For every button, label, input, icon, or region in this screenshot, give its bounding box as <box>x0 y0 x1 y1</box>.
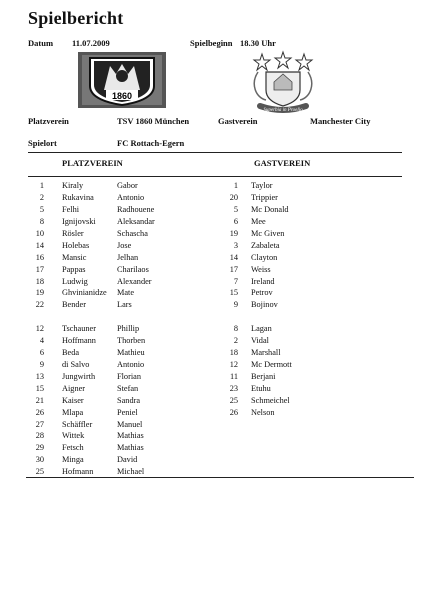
player-name: Etuhu <box>251 383 271 393</box>
player-name: Mc Given <box>251 228 285 238</box>
date-value: 11.07.2009 <box>72 38 110 48</box>
bottom-rule <box>26 477 414 478</box>
player-name: Mc Donald <box>251 204 289 214</box>
player-row <box>220 229 380 241</box>
player-name: Weiss <box>251 264 271 274</box>
player-first-name: Jose <box>117 240 132 250</box>
player-last-name: Kaiser <box>62 395 84 405</box>
player-row <box>26 384 206 396</box>
player-last-name: Mlapa <box>62 407 84 417</box>
player-number: 25 <box>35 467 44 477</box>
player-first-name: Manuel <box>117 419 143 429</box>
player-row <box>220 193 380 205</box>
player-row <box>220 336 380 348</box>
player-number: 14 <box>229 252 238 262</box>
player-row <box>220 300 380 312</box>
player-last-name: Aigner <box>62 383 86 393</box>
player-row <box>220 324 380 336</box>
player-number: 17 <box>35 264 44 274</box>
player-last-name: Beda <box>62 347 80 357</box>
player-row <box>26 277 206 289</box>
player-number: 17 <box>229 264 238 274</box>
player-number: 30 <box>35 455 44 465</box>
player-first-name: Stefan <box>117 383 139 393</box>
player-row <box>220 241 380 253</box>
player-number: 23 <box>229 383 238 393</box>
player-number: 6 <box>233 216 238 226</box>
player-first-name: Charilaos <box>117 264 149 274</box>
player-first-name: Peniel <box>117 407 138 417</box>
player-first-name: Antonio <box>117 359 145 369</box>
player-first-name: David <box>117 455 138 465</box>
player-row <box>26 431 206 443</box>
player-first-name: Florian <box>117 371 141 381</box>
document-title: Spielbericht <box>28 8 124 28</box>
kickoff-label: Spielbeginn <box>190 38 233 48</box>
player-number: 5 <box>233 204 238 214</box>
player-row <box>220 360 380 372</box>
player-number: 22 <box>35 300 44 310</box>
venue-label: Spielort <box>28 138 57 148</box>
kickoff-value: 18.30 Uhr <box>240 38 276 48</box>
player-row <box>26 408 206 420</box>
away-value: Manchester City <box>310 116 371 126</box>
player-number: 15 <box>229 288 238 298</box>
player-number: 25 <box>229 395 238 405</box>
player-row <box>26 205 206 217</box>
logo-year-text: 1860 <box>111 91 133 101</box>
player-last-name: Bender <box>62 300 86 310</box>
player-last-name: Felhi <box>62 204 80 214</box>
player-last-name: Rösler <box>62 228 84 238</box>
player-row <box>26 455 206 467</box>
player-row <box>26 336 206 348</box>
player-name: Mc Dermott <box>251 359 292 369</box>
player-first-name: Alexander <box>117 276 152 286</box>
home-label: Platzverein <box>28 116 69 126</box>
date-label: Datum <box>28 38 54 48</box>
home-substitutes-list <box>26 324 206 479</box>
player-first-name: Lars <box>117 300 132 310</box>
player-name: Taylor <box>251 181 273 190</box>
player-row <box>26 348 206 360</box>
player-name: Ireland <box>251 276 275 286</box>
player-name: Lagan <box>251 324 272 333</box>
player-row <box>220 348 380 360</box>
away-substitutes-list <box>220 324 380 420</box>
player-row <box>26 193 206 205</box>
player-number: 2 <box>233 335 238 345</box>
player-number: 10 <box>35 228 44 238</box>
player-last-name: Ghvinianidze <box>62 288 107 298</box>
player-row <box>26 372 206 384</box>
player-number: 12 <box>229 359 238 369</box>
player-first-name: Thorben <box>117 335 146 345</box>
player-last-name: Jungwirth <box>62 371 96 381</box>
player-row <box>26 396 206 408</box>
player-name: Zabaleta <box>251 240 280 250</box>
player-first-name: Michael <box>117 467 145 477</box>
logo-motto-text: Superbia in Proelio <box>263 108 303 113</box>
player-number: 8 <box>233 324 238 333</box>
home-column-heading: PLATZVEREIN <box>62 158 123 168</box>
player-number: 3 <box>233 240 238 250</box>
player-row <box>26 217 206 229</box>
player-number: 20 <box>229 192 238 202</box>
away-column-heading: GASTVEREIN <box>254 158 311 168</box>
player-name: Nelson <box>251 407 275 417</box>
player-name: Vidal <box>251 335 269 345</box>
away-starting-list <box>220 181 380 312</box>
player-number: 13 <box>35 371 44 381</box>
player-last-name: di Salvo <box>62 359 90 369</box>
tsv-1860-logo <box>78 52 166 108</box>
player-number: 18 <box>35 276 44 286</box>
player-number: 12 <box>35 324 44 333</box>
player-row <box>26 443 206 455</box>
player-row <box>26 288 206 300</box>
home-starting-list <box>26 181 206 312</box>
player-number: 1 <box>233 181 238 190</box>
player-row <box>220 384 380 396</box>
player-last-name: Minga <box>62 455 84 465</box>
player-row <box>26 241 206 253</box>
player-number: 14 <box>35 240 44 250</box>
player-row <box>26 253 206 265</box>
player-number: 7 <box>233 276 238 286</box>
player-row <box>26 300 206 312</box>
player-number: 9 <box>39 359 44 369</box>
player-last-name: Wittek <box>62 431 85 441</box>
player-first-name: Mathieu <box>117 347 145 357</box>
manchester-city-logo <box>248 50 318 116</box>
player-row <box>220 205 380 217</box>
player-row <box>220 288 380 300</box>
column-heading-bottom-rule <box>28 176 402 177</box>
player-first-name: Phillip <box>117 324 140 333</box>
player-row <box>26 181 206 193</box>
player-number: 19 <box>229 228 238 238</box>
player-first-name: Mate <box>117 288 135 298</box>
player-number: 4 <box>39 335 44 345</box>
player-name: Schmeichel <box>251 395 290 405</box>
player-last-name: Pappas <box>62 264 86 274</box>
player-first-name: Radhouene <box>117 204 155 214</box>
player-last-name: Hoffmann <box>62 335 96 345</box>
player-number: 2 <box>39 192 44 202</box>
player-name: Mee <box>251 216 266 226</box>
player-first-name: Gabor <box>117 181 138 190</box>
player-last-name: Ludwig <box>62 276 88 286</box>
player-row <box>26 420 206 432</box>
player-number: 21 <box>35 395 44 405</box>
player-row <box>220 253 380 265</box>
player-row <box>220 265 380 277</box>
player-number: 9 <box>233 300 238 310</box>
player-first-name: Jelhan <box>117 252 139 262</box>
player-row <box>26 229 206 241</box>
player-row <box>220 277 380 289</box>
player-last-name: Fetsch <box>62 443 84 453</box>
player-last-name: Ignijovski <box>62 216 96 226</box>
column-heading-top-rule <box>28 152 402 153</box>
player-number: 27 <box>35 419 44 429</box>
player-number: 1 <box>39 181 44 190</box>
player-name: Trippier <box>251 192 278 202</box>
player-number: 29 <box>35 443 44 453</box>
player-last-name: Mansic <box>62 252 87 262</box>
player-name: Petrov <box>251 288 273 298</box>
player-first-name: Aleksandar <box>117 216 155 226</box>
player-row <box>26 360 206 372</box>
player-number: 26 <box>35 407 44 417</box>
player-last-name: Kiraly <box>62 181 84 190</box>
player-first-name: Mathias <box>117 431 144 441</box>
player-row <box>220 396 380 408</box>
player-number: 6 <box>39 347 44 357</box>
player-row <box>220 408 380 420</box>
home-value: TSV 1860 München <box>117 116 190 126</box>
player-number: 5 <box>39 204 44 214</box>
player-last-name: Tschauner <box>62 324 96 333</box>
player-number: 18 <box>229 347 238 357</box>
player-first-name: Antonio <box>117 192 145 202</box>
away-label: Gastverein <box>218 116 258 126</box>
player-last-name: Schäffler <box>62 419 93 429</box>
player-first-name: Schascha <box>117 228 148 238</box>
player-number: 26 <box>229 407 238 417</box>
player-row <box>220 217 380 229</box>
player-row <box>26 265 206 277</box>
player-number: 15 <box>35 383 44 393</box>
player-number: 19 <box>35 288 44 298</box>
player-row <box>220 372 380 384</box>
player-number: 16 <box>35 252 44 262</box>
player-first-name: Mathias <box>117 443 144 453</box>
player-row <box>220 181 380 193</box>
player-name: Clayton <box>251 252 278 262</box>
venue-value: FC Rottach-Egern <box>117 138 185 148</box>
player-name: Bojinov <box>251 300 278 310</box>
player-number: 11 <box>230 371 238 381</box>
player-row <box>26 324 206 336</box>
player-name: Marshall <box>251 347 281 357</box>
player-number: 28 <box>35 431 44 441</box>
player-number: 8 <box>39 216 44 226</box>
player-first-name: Sandra <box>117 395 141 405</box>
player-name: Berjani <box>251 371 276 381</box>
player-last-name: Rukavina <box>62 192 94 202</box>
player-last-name: Hofmann <box>62 467 94 477</box>
player-last-name: Holebas <box>62 240 90 250</box>
